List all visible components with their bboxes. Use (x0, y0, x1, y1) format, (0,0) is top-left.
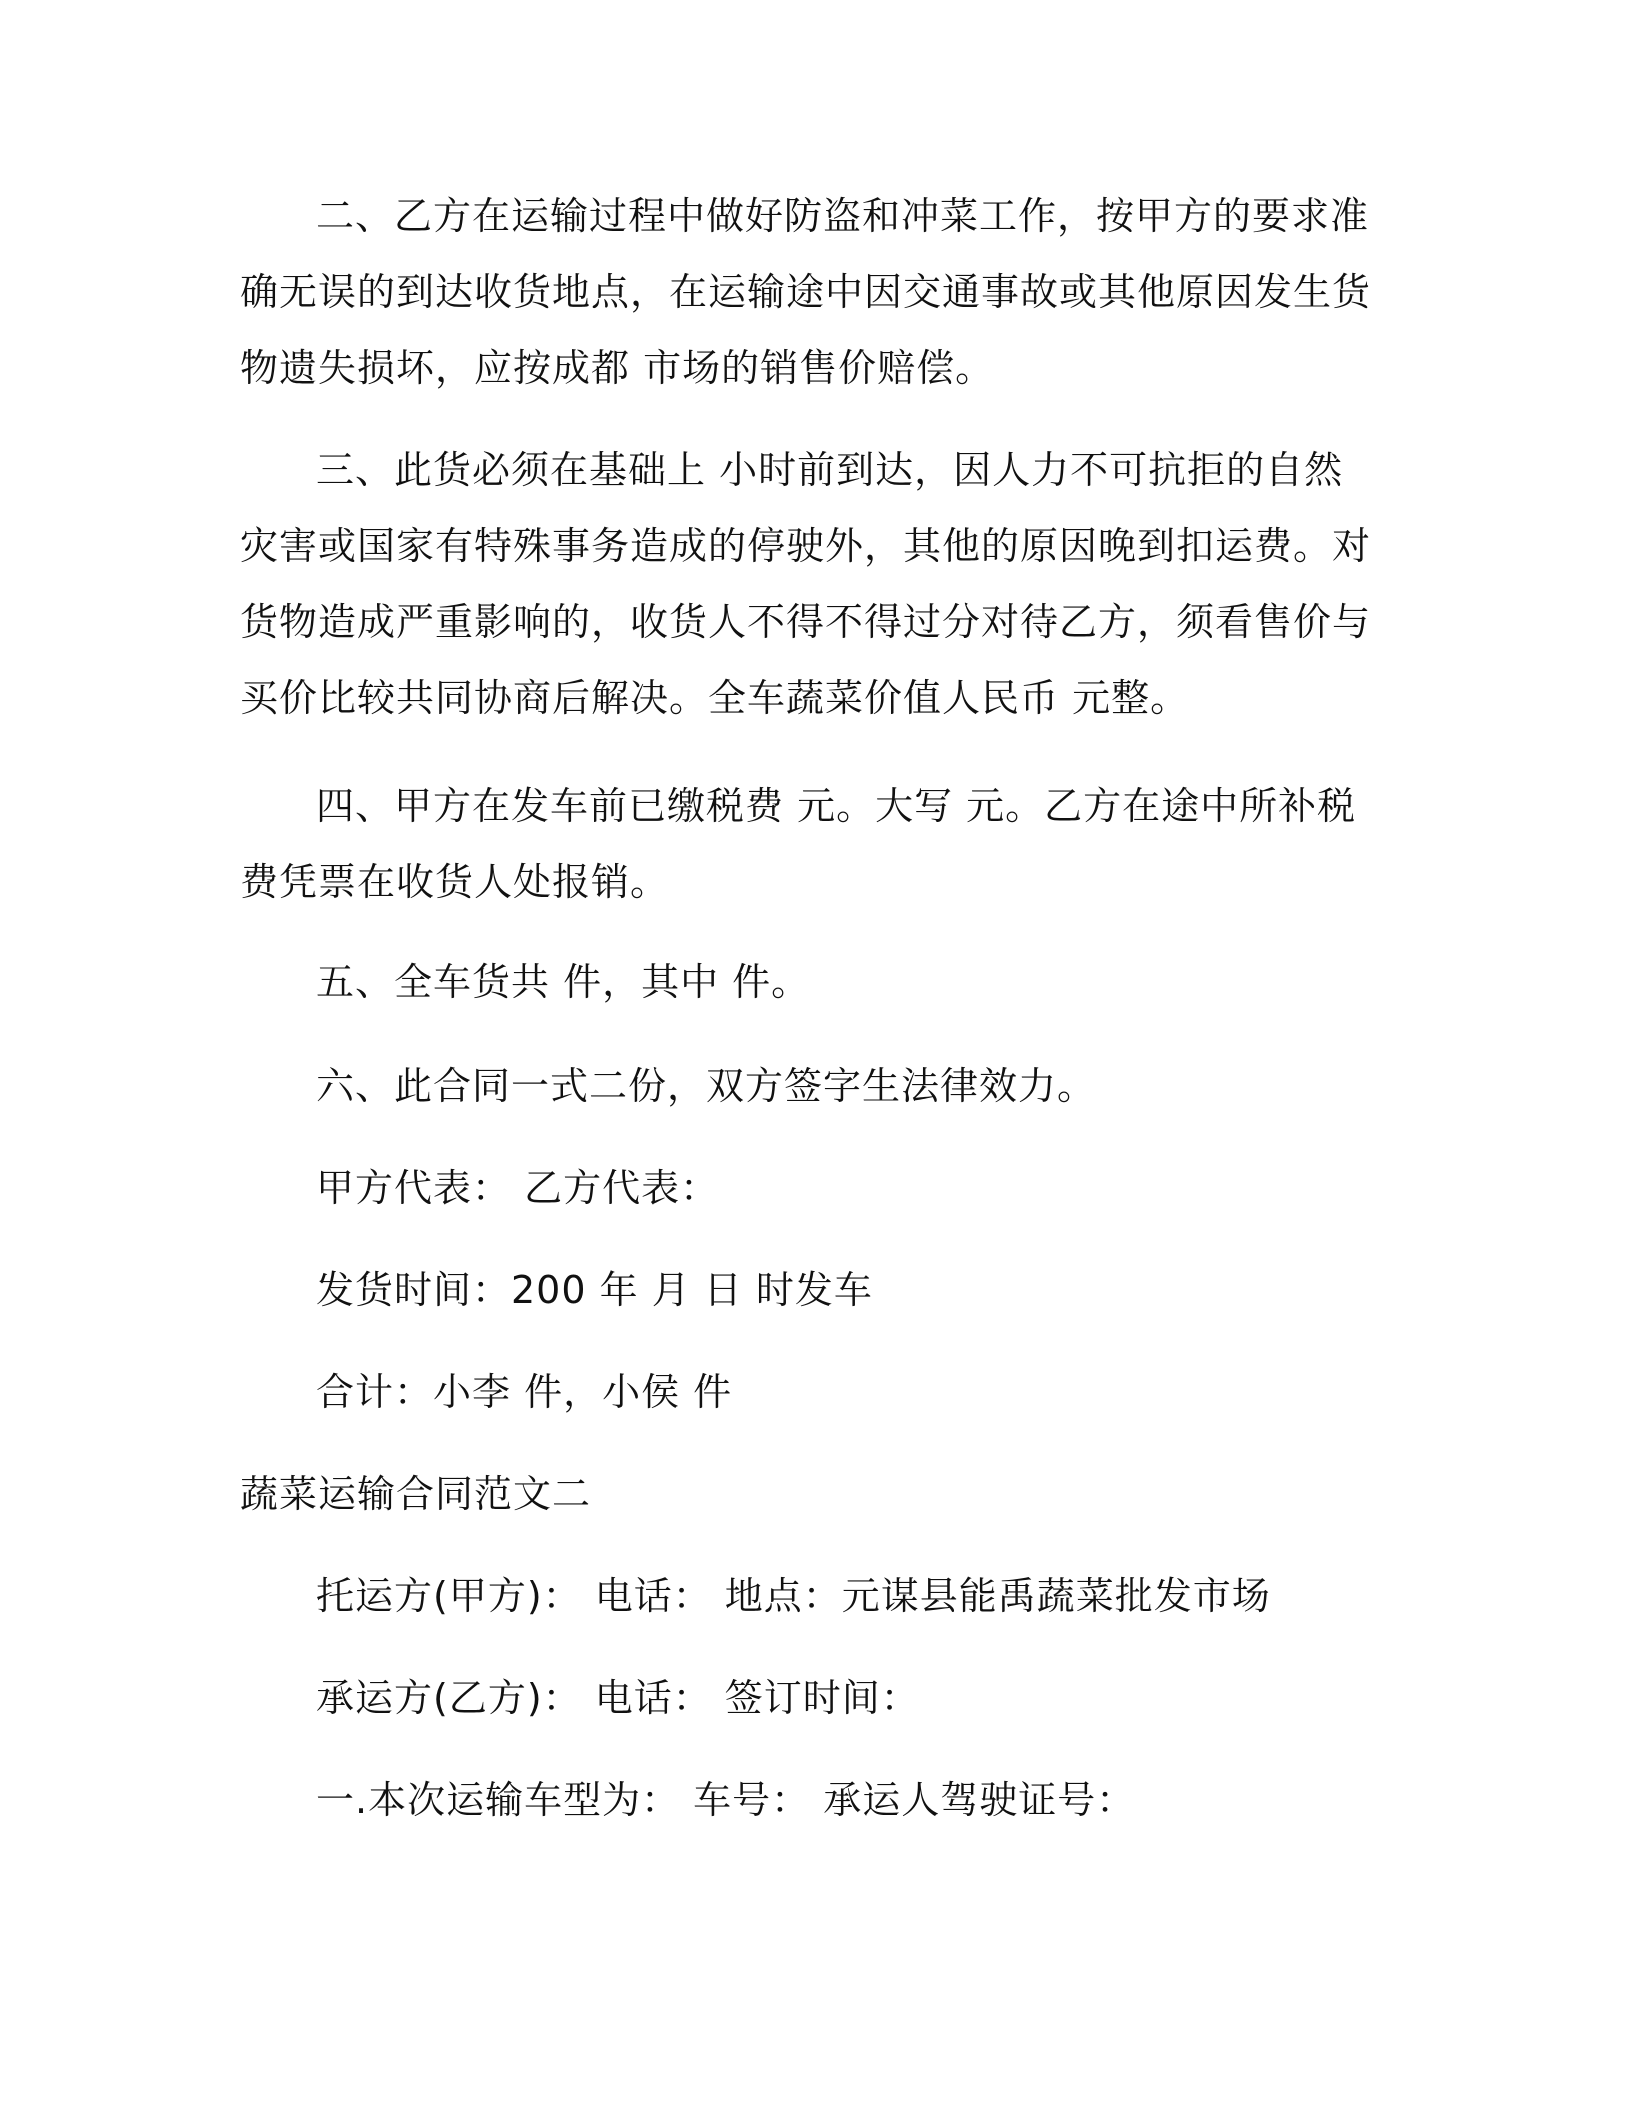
clause-six: 六、此合同一式二份，双方签字生法律效力。 (316, 1064, 1097, 1108)
carrier-line: 承运方(乙方)： 电话： 签订时间： (316, 1676, 920, 1720)
clause-five: 五、全车货共 件，其中 件。 (316, 960, 811, 1004)
total-line: 合计：小李 件，小侯 件 (316, 1370, 733, 1414)
section-title: 蔬菜运输合同范文二 (240, 1472, 592, 1516)
clause-four: 四、甲方在发车前已缴税费 元。大写 元。乙方在途中所补税费凭票在收货人处报销。 (240, 784, 1357, 904)
shipping-time-line: 发货时间：200 年 月 日 时发车 (316, 1268, 873, 1312)
clause-three: 三、此货必须在基础上 小时前到达，因人力不可抗拒的自然灾害或国家有特殊事务造成的停驶外，其他的原因晚到扣运费。对货物造成严重影响的，收货人不得不得过分对待乙方，须看售价与买价比较共同协商后解决。全车蔬菜价值人民币 元整。 (240, 448, 1372, 720)
vehicle-line: 一.本次运输车型为： 车号： 承运人驾驶证号： (316, 1778, 1136, 1822)
clause-two: 二、乙方在运输过程中做好防盗和冲菜工作，按甲方的要求准确无误的到达收货地点，在运输途中因交通事故或其他原因发生货物遗失损坏，应按成都 市场的销售价赔偿。 (240, 194, 1372, 390)
representatives-line: 甲方代表： 乙方代表： (316, 1166, 720, 1210)
shipper-line: 托运方(甲方)： 电话： 地点：元谋县能禹蔬菜批发市场 (316, 1574, 1271, 1618)
